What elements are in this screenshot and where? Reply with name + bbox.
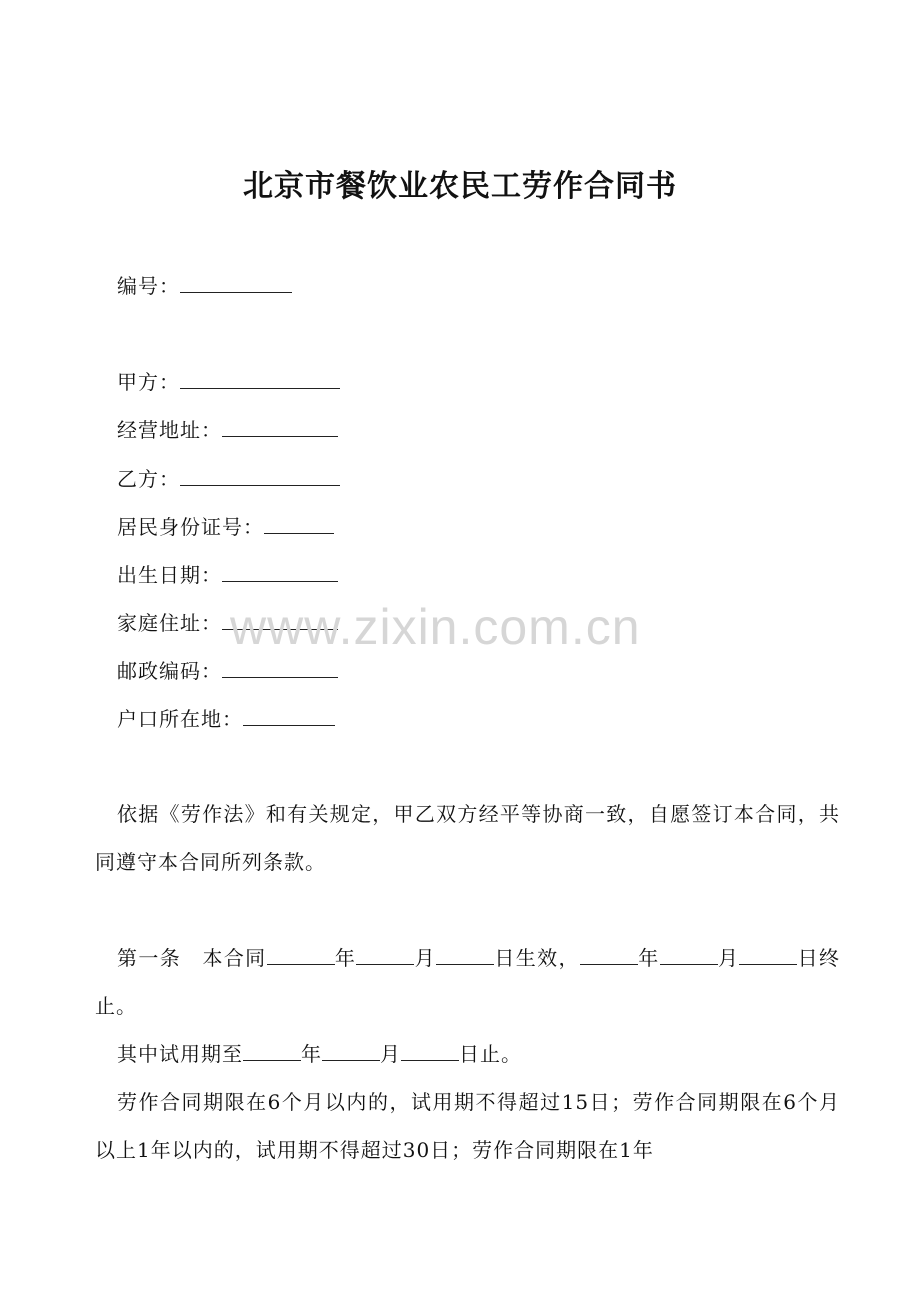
probation-lead: 其中试用期至 [117,1042,243,1066]
id-label: 居民身份证号： [117,515,264,539]
hukou-label: 户口所在地： [117,707,243,731]
birth-label: 出生日期： [117,563,222,587]
id-field [117,513,334,541]
probation-day-blank [401,1040,459,1061]
document-title: 北京市餐饮业农民工劳作合同书 [243,169,677,204]
probation-month-blank [322,1040,380,1061]
postcode-label: 邮政编码： [117,659,222,683]
start-month-blank [356,944,414,965]
party-a-label: 甲方： [117,370,180,394]
probation-rule-paragraph: 劳作合同期限在6个月以内的，试用期不得超过15日；劳作合同期限在6个月以上1年以内的，试用期不得超过30日；劳作合同期限在1年 [95,1090,840,1162]
number-blank [180,272,292,293]
probation-year-label: 年 [301,1042,322,1066]
probation-end-label: 日止。 [459,1042,522,1066]
start-year-label: 年 [334,946,357,970]
article-1 [95,934,840,1030]
effective-label: 日生效， [494,946,580,970]
number-label: 编号： [117,274,180,298]
start-year-blank [267,944,335,965]
address-field [117,416,338,444]
hukou-field [117,705,335,733]
probation-year-blank [243,1040,301,1061]
home-label: 家庭住址： [117,611,222,635]
party-b-blank [180,465,340,486]
postcode-field [117,657,338,685]
probation-line [95,1030,840,1078]
end-month-label: 月 [717,946,740,970]
start-month-label: 月 [414,946,437,970]
party-a-blank [180,368,340,389]
start-day-blank [436,944,494,965]
end-label: 日终止。 [95,946,841,1018]
end-day-blank [739,944,797,965]
party-b-field [117,465,340,493]
end-year-blank [580,944,638,965]
address-label: 经营地址： [117,418,222,442]
end-month-blank [660,944,718,965]
probation-month-label: 月 [380,1042,401,1066]
watermark: www.zixin.com.cn [230,599,641,655]
intro-paragraph: 依据《劳作法》和有关规定，甲乙双方经平等协商一致，自愿签订本合同，共同遵守本合同所列条款。 [95,802,840,874]
postcode-blank [222,657,338,678]
address-blank [222,416,338,437]
birth-blank [222,561,338,582]
birth-field [117,561,338,589]
number-field [117,272,292,300]
party-a-field [117,368,340,396]
end-year-label: 年 [637,946,660,970]
article-1-lead: 第一条 本合同 [117,946,267,970]
hukou-blank [243,705,335,726]
party-b-label: 乙方： [117,467,180,491]
id-blank [264,513,334,534]
